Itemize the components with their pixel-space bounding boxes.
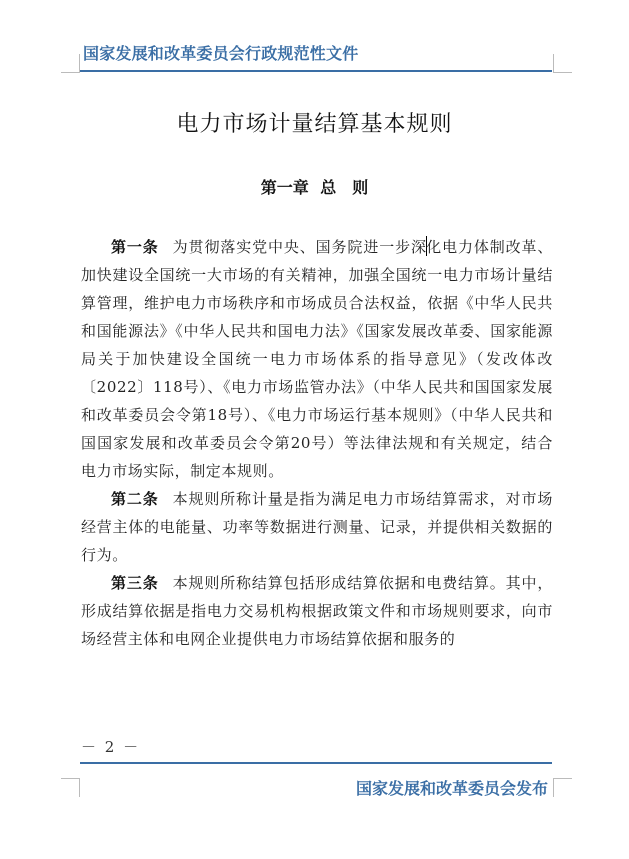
article-label: 第二条 (111, 490, 159, 508)
footer-publisher: 国家发展和改革委员会发布 (356, 779, 549, 798)
header-divider (80, 70, 552, 72)
article-text: 本规则所称计量是指为满足电力市场结算需求，对市场经营主体的电能量、功率等数据进行测量、记录，并提供相关数据的行为。 (81, 490, 553, 564)
article-label: 第三条 (111, 574, 159, 592)
article-text: 本规则所称结算包括形成结算依据和电费结算。其中，形成结算依据是指电力交易机构根据政策文件和市场规则要求，向市场经营主体和电网企业提供电力市场结算依据和服务的 (81, 574, 553, 648)
page-number: － 2 － (81, 738, 141, 756)
document-title: 电力市场计量结算基本规则 (176, 112, 453, 137)
article-paragraph[interactable] (81, 569, 553, 653)
document-body[interactable] (81, 233, 553, 653)
article-paragraph[interactable] (81, 485, 553, 569)
crop-mark-top-right (553, 54, 572, 73)
crop-mark-bottom-right (553, 778, 572, 797)
article-paragraph[interactable] (81, 233, 553, 485)
footer-divider (80, 762, 552, 764)
article-text: 化电力体制改革、加快建设全国统一大市场的有关精神，加强全国统一电力市场计量结算管理，维护电力市场秩序和市场成员合法权益，依据《中华人民共和国能源法》《中华人民共和国电力法》《国家发展改革委、国家能源局关于加快建设全国统一电力市场体系的指导意见》（发改体改〔2022〕118号）、《电力市场监管办法》（中华人民共和国国家发展和改革委员会令第18号）、《电力市场运行基本规则》（中华人民共和国国家发展和改革委员会令第20号）等法律法规和有关规定，结合电力市场实际，制定本规则。 (81, 238, 553, 480)
header-title: 国家发展和改革委员会行政规范性文件 (83, 44, 359, 63)
article-label: 第一条 (111, 238, 159, 256)
crop-mark-bottom-left (61, 778, 80, 797)
article-text: 为贯彻落实党中央、国务院进一步深 (172, 238, 427, 256)
crop-mark-top-left (61, 54, 80, 73)
chapter-title: 第一章 总 则 (260, 178, 369, 197)
